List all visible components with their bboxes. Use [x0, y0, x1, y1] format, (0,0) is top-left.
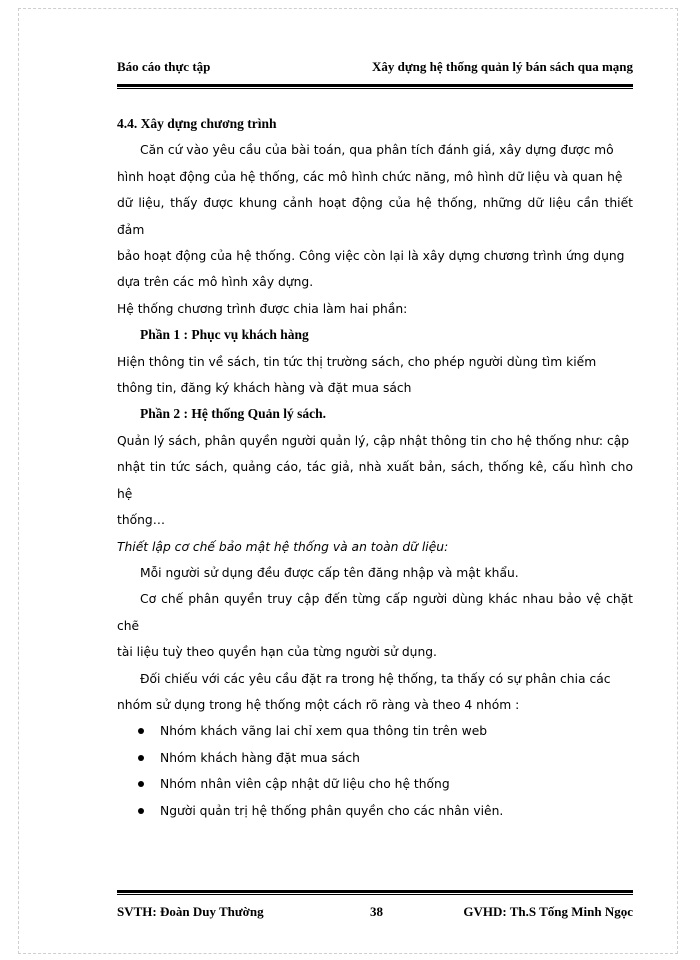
security-access-line-2: tài liệu tuỳ theo quyền hạn của từng người sử dụng. [117, 645, 437, 660]
footer-rule [117, 890, 633, 895]
security-login-text: Mỗi người sử dụng đều được cấp tên đăng nhập và mật khẩu. [140, 565, 519, 580]
bullet-icon [138, 728, 144, 734]
user-groups-list [117, 718, 633, 824]
page-header [117, 59, 633, 79]
list-item-text: Người quản trị hệ thống phân quyền cho các nhân viên. [160, 803, 504, 818]
page-number: 38 [370, 904, 383, 919]
list-item [117, 718, 633, 744]
intro-line-5: dựa trên các mô hình xây dựng. [117, 275, 314, 290]
list-item [117, 745, 633, 771]
part1-heading: Phần 1 : Phục vụ khách hàng [140, 327, 309, 343]
footer-supervisor: GVHD: Th.S Tống Minh Ngọc [463, 904, 633, 919]
list-item-text: Nhóm khách vãng lai chỉ xem qua thông tin trên web [160, 724, 488, 739]
part2-line-1: Quản lý sách, phân quyền người quản lý, cập nhật thông tin cho hệ thống như: cập [117, 433, 630, 448]
intro-line-4: bảo hoạt động của hệ thống. Công việc còn lại là xây dựng chương trình ứng dụng [117, 249, 625, 264]
security-groups-line-2: nhóm sử dụng trong hệ thống một cách rõ ràng và theo 4 nhóm : [117, 697, 520, 712]
page-footer [117, 904, 633, 924]
part1-line-1: Hiện thông tin về sách, tin tức thị trường sách, cho phép người dùng tìm kiếm [117, 354, 597, 369]
security-groups-line-1: Đối chiếu với các yêu cầu đặt ra trong hệ thống, ta thấy có sự phân chia các [140, 671, 611, 686]
bullet-icon [138, 755, 144, 761]
list-item [117, 771, 633, 797]
bullet-icon [138, 808, 144, 814]
header-rule [117, 84, 633, 89]
section-heading: 4.4. Xây dựng chương trình [117, 116, 277, 131]
security-access-line-1: Cơ chế phân quyền truy cập đến từng cấp người dùng khác nhau bảo vệ chặt chẽ [117, 592, 633, 633]
division-text: Hệ thống chương trình được chia làm hai phần: [117, 301, 408, 316]
header-project-title: Xây dựng hệ thống quản lý bán sách qua mạng [371, 59, 633, 74]
intro-line-1: Căn cứ vào yêu cầu của bài toán, qua phân tích đánh giá, xây dựng được mô [140, 143, 614, 158]
footer-student: SVTH: Đoàn Duy Thường [117, 904, 264, 919]
list-item-text: Nhóm khách hàng đặt mua sách [160, 750, 360, 765]
page-body [117, 111, 633, 824]
intro-line-3: dữ liệu, thấy được khung cảnh hoạt động của hệ thống, những dữ liệu cần thiết đảm [117, 196, 633, 237]
part2-line-2: nhật tin tức sách, quảng cáo, tác giả, nhà xuất bản, sách, thống kê, cấu hình cho hệ [117, 460, 633, 501]
part2-heading: Phần 2 : Hệ thống Quản lý sách. [140, 406, 327, 422]
intro-line-2: hình hoạt động của hệ thống, các mô hình chức năng, mô hình dữ liệu và quan hệ [117, 169, 623, 184]
part2-line-3: thống… [117, 513, 166, 528]
bullet-icon [138, 781, 144, 787]
security-heading: Thiết lập cơ chế bảo mật hệ thống và an toàn dữ liệu: [117, 539, 449, 554]
header-report-title: Báo cáo thực tập [117, 59, 211, 74]
list-item-text: Nhóm nhân viên cập nhật dữ liệu cho hệ thống [160, 777, 450, 792]
list-item [117, 798, 633, 824]
part1-line-2: thông tin, đăng ký khách hàng và đặt mua sách [117, 381, 412, 396]
